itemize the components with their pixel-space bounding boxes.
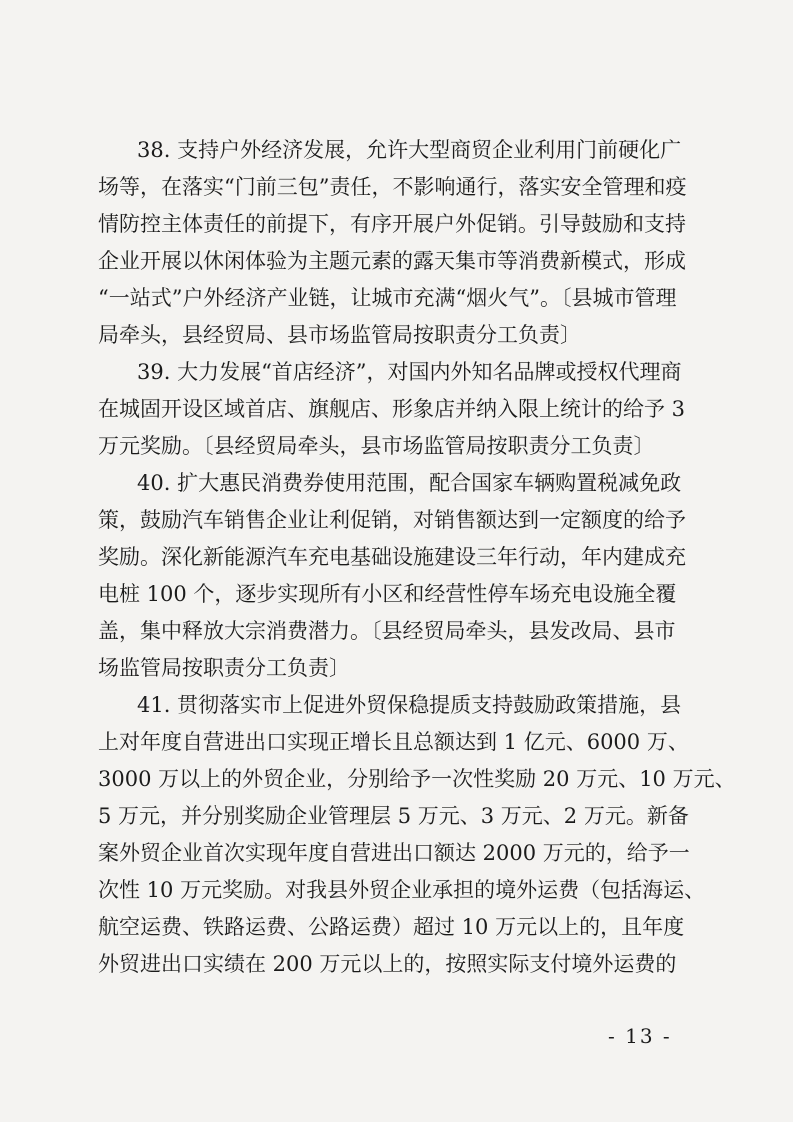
paragraph-39-line-3: 万元奖励。〔县经贸局牵头，县市场监管局按职责分工负责〕 bbox=[98, 434, 655, 458]
paragraph-41-line-6: 次性 10 万元奖励。对我县外贸企业承担的境外运费（包括海运、 bbox=[98, 878, 706, 902]
paragraph-38-line-5: “一站式”户外经济产业链，让城市充满“烟火气”。〔县城市管理 bbox=[98, 286, 677, 310]
paragraph-39-line-2: 在城固开设区域首店、旗舰店、形象店并纳入限上统计的给予 3 bbox=[98, 397, 686, 421]
paragraph-41-line-1: 41. 贯彻落实市上促进外贸保稳提质支持鼓励政策措施，县 bbox=[137, 693, 682, 717]
paragraph-41-line-8: 外贸进出口实绩在 200 万元以上的，按照实际支付境外运费的 bbox=[98, 952, 677, 976]
paragraph-41-line-3: 3000 万以上的外贸企业，分别给予一次性奖励 20 万元、10 万元、 bbox=[98, 767, 736, 791]
paragraph-38-line-1: 38. 支持户外经济发展，允许大型商贸企业利用门前硬化广 bbox=[137, 138, 682, 162]
paragraph-38-line-3: 情防控主体责任的前提下，有序开展户外促销。引导鼓励和支持 bbox=[98, 212, 686, 236]
paragraph-40-line-3: 奖励。深化新能源汽车充电基础设施建设三年行动，年内建成充 bbox=[98, 545, 686, 569]
page-number: - 13 - bbox=[608, 1024, 672, 1048]
paragraph-38-line-6: 局牵头，县经贸局、县市场监管局按职责分工负责〕 bbox=[98, 323, 581, 347]
paragraph-41-line-5: 案外贸企业首次实现年度自营进出口额达 2000 万元的，给予一 bbox=[98, 841, 690, 865]
paragraph-40-line-1: 40. 扩大惠民消费券使用范围，配合国家车辆购置税减免政 bbox=[137, 471, 682, 495]
paragraph-41-line-4: 5 万元，并分别奖励企业管理层 5 万元、3 万元、2 万元。新备 bbox=[98, 804, 689, 828]
paragraph-38-line-2: 场等，在落实“门前三包”责任，不影响通行，落实安全管理和疫 bbox=[98, 175, 687, 199]
paragraph-40-line-4: 电桩 100 个，逐步实现所有小区和经营性停车场充电设施全覆 bbox=[98, 582, 677, 606]
paragraph-38-line-4: 企业开展以休闲体验为主题元素的露天集市等消费新模式，形成 bbox=[98, 249, 686, 273]
paragraph-40-line-6: 场监管局按职责分工负责〕 bbox=[98, 656, 350, 680]
paragraph-39-line-1: 39. 大力发展“首店经济”，对国内外知名品牌或授权代理商 bbox=[137, 360, 682, 384]
paragraph-40-line-2: 策，鼓励汽车销售企业让利促销，对销售额达到一定额度的给予 bbox=[98, 508, 686, 532]
paragraph-40-line-5: 盖，集中释放大宗消费潜力。〔县经贸局牵头，县发改局、县市 bbox=[98, 619, 676, 643]
paragraph-41-line-7: 航空运费、铁路运费、公路运费）超过 10 万元以上的，且年度 bbox=[98, 915, 685, 939]
paragraph-41-line-2: 上对年度自营进出口实现正增长且总额达到 1 亿元、6000 万、 bbox=[98, 730, 689, 754]
